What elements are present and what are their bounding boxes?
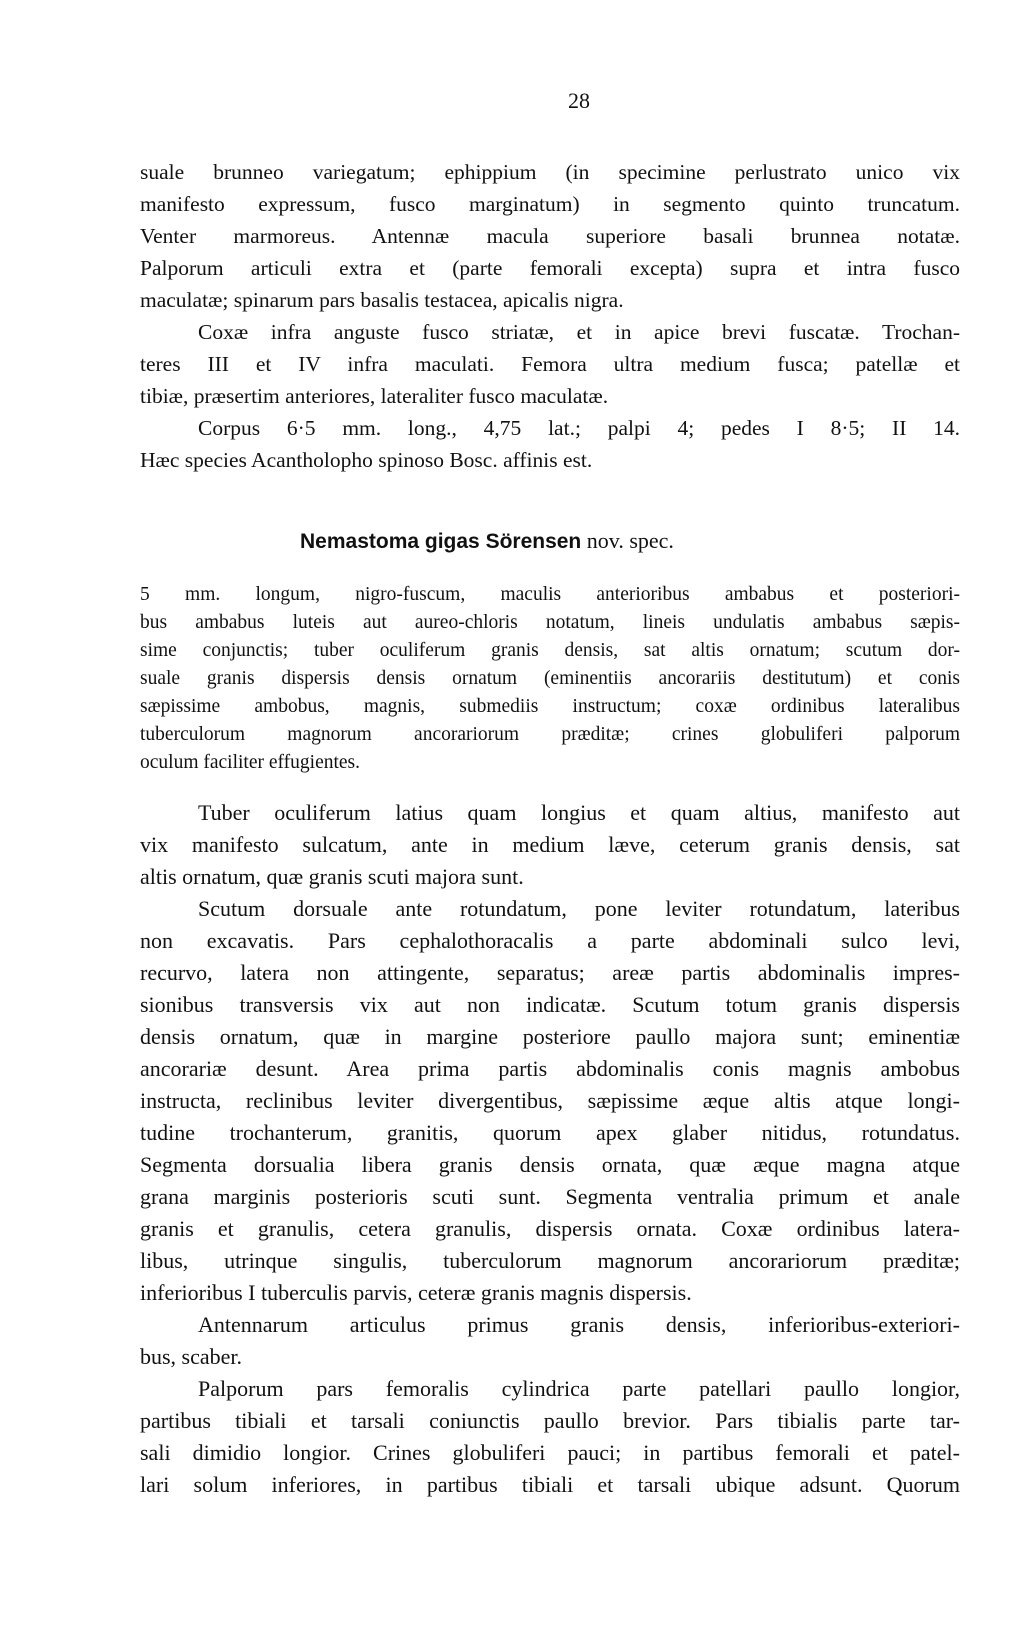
text-line: suale granis dispersis densis ornatum (eminentiis ancorariis destitutum) et conis bbox=[140, 668, 960, 689]
text-line: Segmenta dorsualia libera granis densis ornata, quæ æque magna atque bbox=[140, 1152, 960, 1177]
text-line: partibus tibiali et tarsali coniunctis paullo brevior. Pars tibialis parte tar- bbox=[140, 1408, 960, 1433]
text-line: Palporum pars femoralis cylindrica parte patellari paullo longior, bbox=[198, 1376, 960, 1401]
text-line: non excavatis. Pars cephalothoracalis a parte abdominali sulco levi, bbox=[140, 928, 960, 953]
text-line: grana marginis posterioris scuti sunt. Segmenta ventralia primum et anale bbox=[140, 1184, 960, 1209]
text-line: vix manifesto sulcatum, ante in medium læve, ceterum granis densis, sat bbox=[140, 832, 960, 857]
text-line: tudine trochanterum, granitis, quorum apex glaber nitidus, rotundatus. bbox=[140, 1120, 960, 1145]
species-heading bbox=[300, 528, 860, 554]
text-line: 5 mm. longum, nigro-fuscum, maculis anterioribus ambabus et posteriori- bbox=[140, 584, 960, 605]
text-line: sæpissime ambobus, magnis, submediis instructum; coxæ ordinibus lateralibus bbox=[140, 696, 960, 717]
text-line: Venter marmoreus. Antennæ macula superiore basali brunnea notatæ. bbox=[140, 224, 960, 248]
text-line: sime conjunctis; tuber oculiferum granis densis, sat altis ornatum; scutum dor- bbox=[140, 640, 960, 661]
text-line: tuberculorum magnorum ancorariorum præditæ; crines globuliferi palporum bbox=[140, 724, 960, 745]
text-line: suale brunneo variegatum; ephippium (in specimine perlustrato unico vix bbox=[140, 160, 960, 184]
text-line: altis ornatum, quæ granis scuti majora sunt. bbox=[140, 864, 524, 889]
text-line: Tuber oculiferum latius quam longius et quam altius, manifesto aut bbox=[198, 800, 960, 825]
text-line: densis ornatum, quæ in margine posteriore paullo majora sunt; eminentiæ bbox=[140, 1024, 960, 1049]
species-name: Nemastoma gigas Sörensen bbox=[300, 530, 582, 553]
text-line: sionibus transversis vix aut non indicatæ. Scutum totum granis dispersis bbox=[140, 992, 960, 1017]
text-line: oculum faciliter effugientes. bbox=[140, 752, 361, 773]
text-line: Coxæ infra anguste fusco striatæ, et in apice brevi fuscatæ. Trochan- bbox=[198, 320, 960, 344]
text-line: libus, utrinque singulis, tuberculorum magnorum ancorariorum præditæ; bbox=[140, 1248, 960, 1273]
text-line: sali dimidio longior. Crines globuliferi pauci; in partibus femorali et patel- bbox=[140, 1440, 960, 1465]
text-line: ancorariæ desunt. Area prima partis abdominalis conis magnis ambobus bbox=[140, 1056, 960, 1081]
text-line: Scutum dorsuale ante rotundatum, pone leviter rotundatum, lateribus bbox=[198, 896, 960, 921]
text-line: bus ambabus luteis aut aureo-chloris notatum, lineis undulatis ambabus sæpis- bbox=[140, 612, 960, 633]
text-line: instructa, reclinibus leviter divergentibus, sæpissime æque altis atque longi- bbox=[140, 1088, 960, 1113]
text-line: bus, scaber. bbox=[140, 1344, 243, 1369]
text-line: lari solum inferiores, in partibus tibiali et tarsali ubique adsunt. Quorum bbox=[140, 1472, 960, 1497]
text-line: granis et granulis, cetera granulis, dispersis ornata. Coxæ ordinibus latera- bbox=[140, 1216, 960, 1241]
text-line: tibiæ, præsertim anteriores, lateraliter fusco maculatæ. bbox=[140, 384, 609, 408]
text-line: Hæc species Acantholopho spinoso Bosc. affinis est. bbox=[140, 448, 593, 472]
text-line: maculatæ; spinarum pars basalis testacea, apicalis nigra. bbox=[140, 288, 624, 312]
text-line: manifesto expressum, fusco marginatum) in segmento quinto truncatum. bbox=[140, 192, 960, 216]
text-line: Corpus 6·5 mm. long., 4,75 lat.; palpi 4; pedes I 8·5; II 14. bbox=[198, 416, 960, 440]
text-line: Antennarum articulus primus granis densis, inferioribus-exteriori- bbox=[198, 1312, 960, 1337]
text-line: Palporum articuli extra et (parte femorali excepta) supra et intra fusco bbox=[140, 256, 960, 280]
text-line: teres III et IV infra maculati. Femora ultra medium fusca; patellæ et bbox=[140, 352, 960, 376]
species-suffix: nov. spec. bbox=[581, 528, 674, 553]
text-line: recurvo, latera non attingente, separatus; areæ partis abdominalis impres- bbox=[140, 960, 960, 985]
text-line: inferioribus I tuberculis parvis, ceteræ granis magnis dispersis. bbox=[140, 1280, 692, 1305]
page-number: 28 bbox=[568, 88, 590, 113]
